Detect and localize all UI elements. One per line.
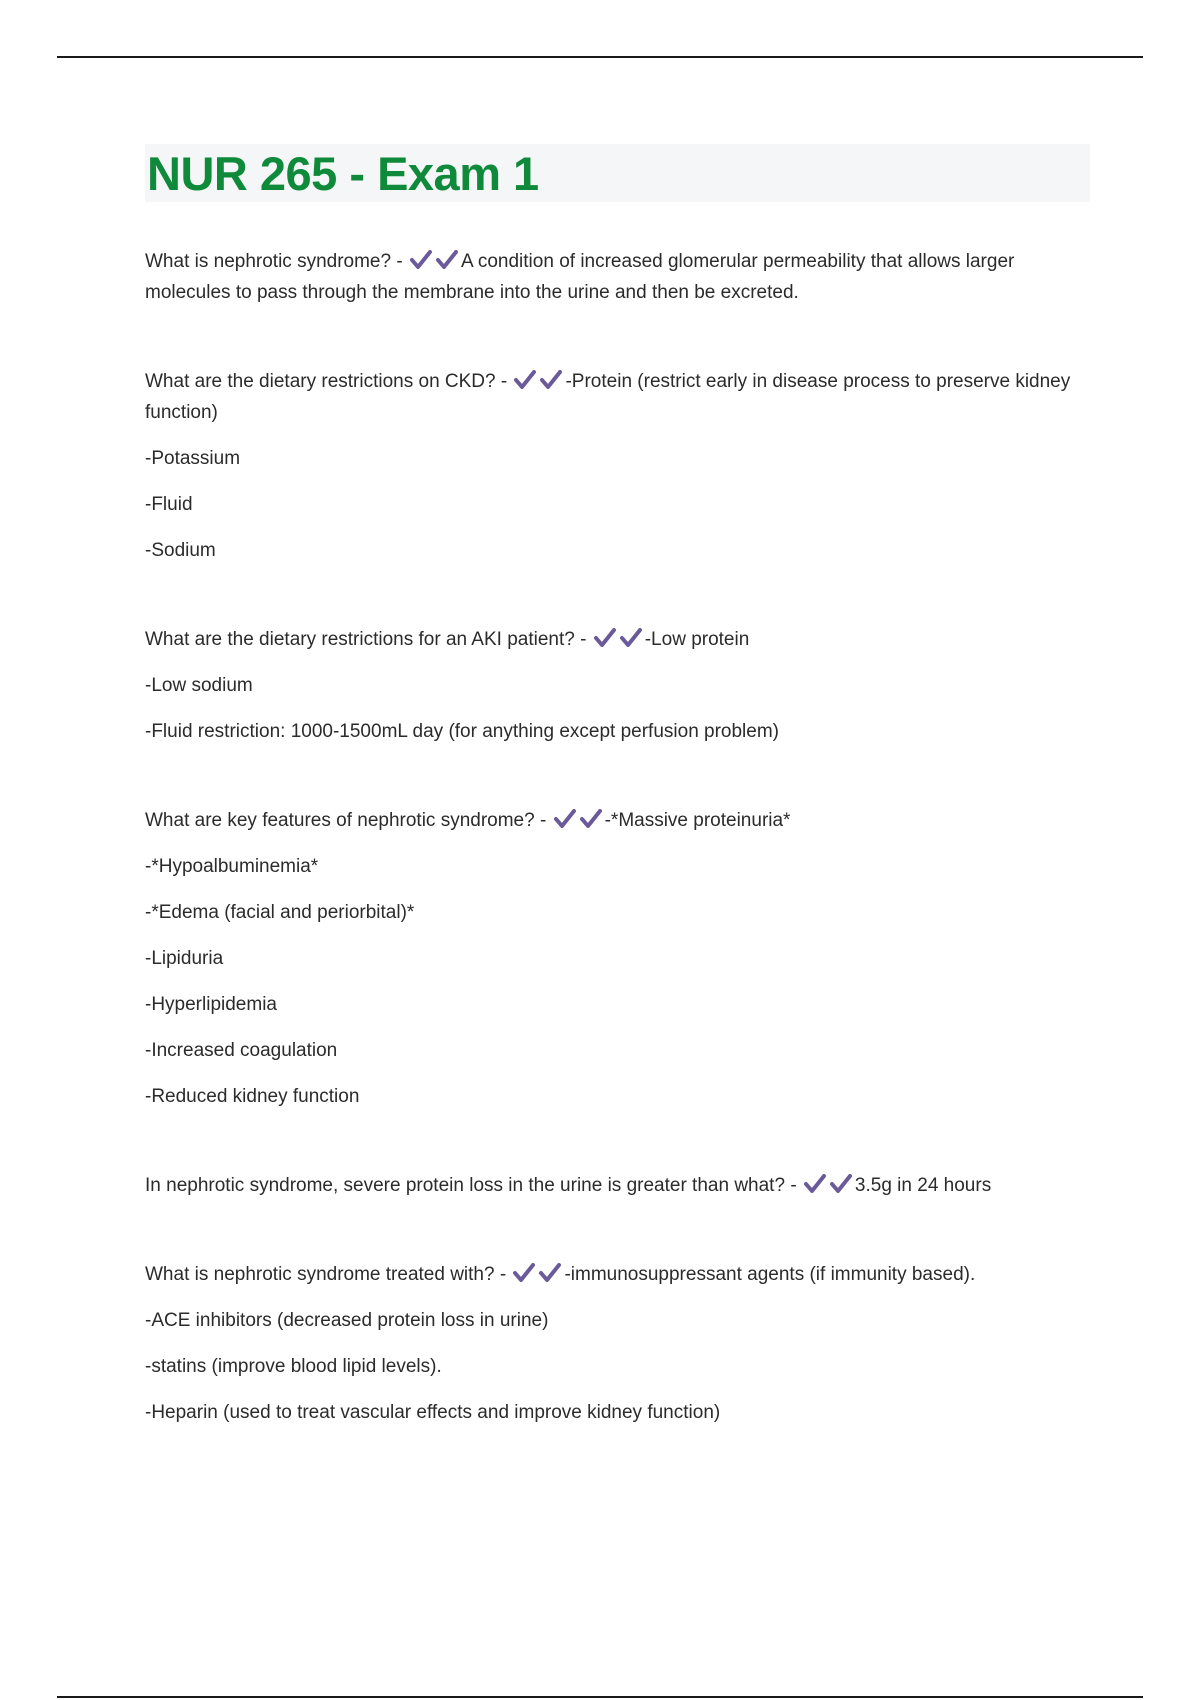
- answer-line: -Lipiduria: [145, 948, 224, 969]
- qa-item: [145, 624, 1090, 747]
- answer-text: -Low protein: [644, 629, 750, 650]
- title-banner: [145, 144, 1090, 202]
- qa-question-line: [145, 246, 1090, 308]
- separator: -: [500, 371, 508, 392]
- top-rule: [57, 56, 1143, 58]
- qa-item: [145, 1170, 1090, 1201]
- qa-item: [145, 1259, 1090, 1428]
- qa-item: [145, 805, 1090, 1112]
- answer-line: -Heparin (used to treat vascular effects and improve kidney function): [145, 1402, 721, 1423]
- answer-text: -*Massive proteinuria*: [604, 810, 791, 831]
- qa-item: [145, 366, 1090, 566]
- double-check-icon: [804, 1174, 852, 1194]
- qa-question-line: [145, 805, 1090, 836]
- separator: -: [396, 251, 403, 272]
- answer-line: -statins (improve blood lipid levels).: [145, 1356, 442, 1377]
- answer-line: -Reduced kidney function: [145, 1086, 360, 1107]
- answer-line: -Fluid restriction: 1000-1500mL day (for anything except perfusion problem): [145, 721, 780, 742]
- answer-text: -immunosuppressant agents (if immunity based).: [564, 1264, 976, 1285]
- qa-question-line: [145, 624, 1090, 655]
- answer-line: -Fluid: [145, 494, 193, 515]
- question-text: What are key features of nephrotic syndrome?: [145, 810, 535, 831]
- bottom-rule: [57, 1696, 1143, 1698]
- answer-line: -Potassium: [145, 448, 241, 469]
- page-title: NUR 265 - Exam 1: [147, 146, 539, 200]
- answer-text: -Protein (restrict early in disease process to preserve kidney function): [145, 371, 1071, 423]
- question-text: What are the dietary restrictions for an AKI patient?: [145, 629, 575, 650]
- answer-line: -Low sodium: [145, 675, 253, 696]
- separator: -: [539, 810, 547, 831]
- question-text: What is nephrotic syndrome treated with?: [145, 1264, 495, 1285]
- double-check-icon: [554, 809, 602, 829]
- answer-line: -Hyperlipidemia: [145, 994, 277, 1015]
- double-check-icon: [594, 628, 642, 648]
- qa-question-line: [145, 1259, 1090, 1290]
- question-text: In nephrotic syndrome, severe protein loss in the urine is greater than what?: [145, 1175, 786, 1196]
- double-check-icon: [513, 1263, 561, 1283]
- separator: -: [790, 1175, 797, 1196]
- separator: -: [499, 1264, 507, 1285]
- document-body: [145, 144, 1090, 1486]
- answer-text: A condition of increased glomerular permeability that allows larger molecules to pass through the membrane into the urine and then be excreted.: [145, 251, 1015, 303]
- answer-line: -ACE inhibitors (decreased protein loss in urine): [145, 1310, 549, 1331]
- answer-line: -Increased coagulation: [145, 1040, 338, 1061]
- qa-question-line: [145, 366, 1090, 428]
- question-text: What is nephrotic syndrome?: [145, 251, 392, 272]
- answer-line: -*Hypoalbuminemia*: [145, 856, 319, 877]
- answer-text: 3.5g in 24 hours: [854, 1175, 992, 1196]
- answer-line: -*Edema (facial and periorbital)*: [145, 902, 415, 923]
- double-check-icon: [514, 370, 562, 390]
- separator: -: [580, 629, 587, 650]
- qa-item: [145, 246, 1090, 308]
- qa-question-line: [145, 1170, 1090, 1201]
- question-text: What are the dietary restrictions on CKD?: [145, 371, 496, 392]
- answer-line: -Sodium: [145, 540, 216, 561]
- double-check-icon: [410, 250, 458, 270]
